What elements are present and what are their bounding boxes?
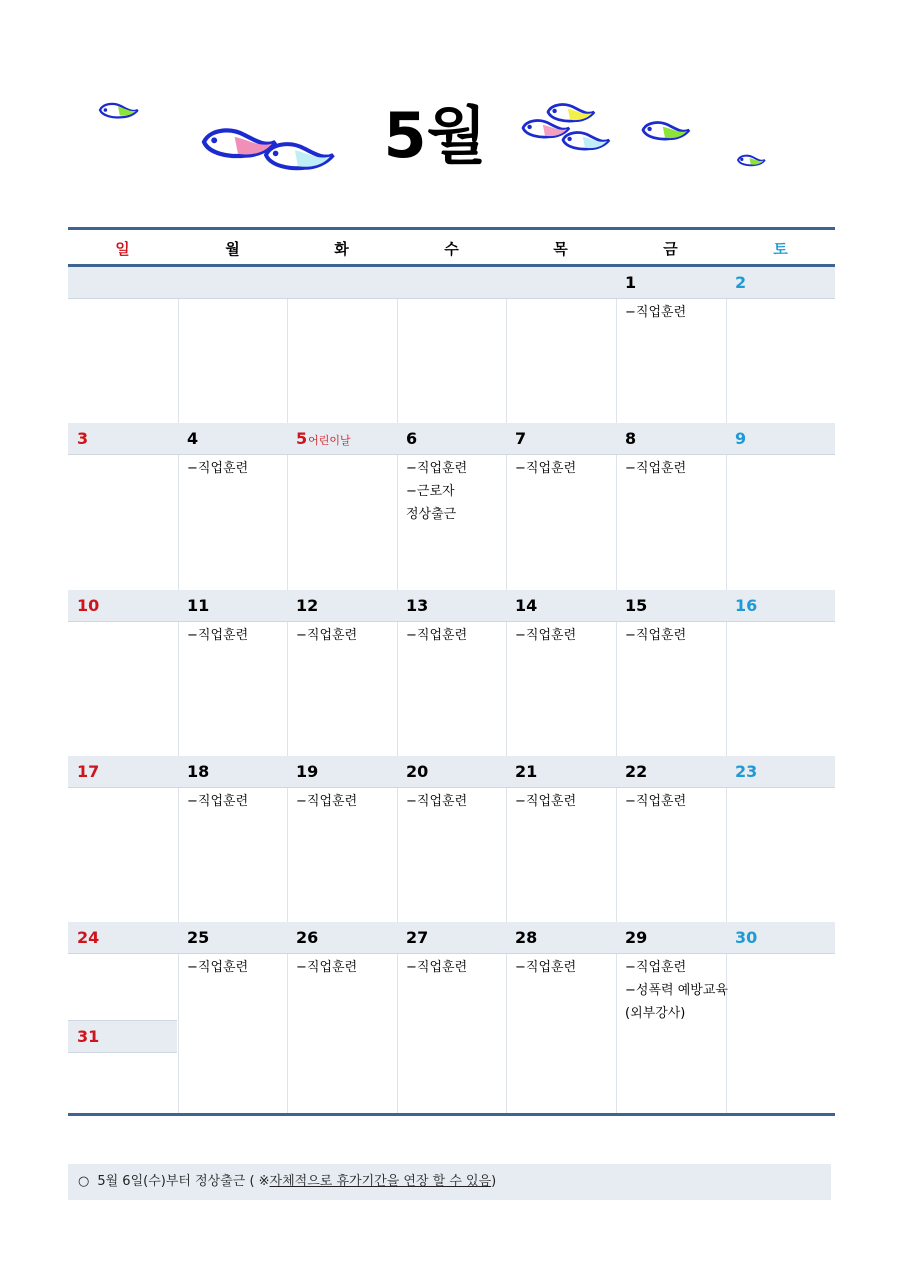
- day-number: [187, 922, 209, 953]
- day-number: [735, 267, 746, 298]
- day-number: [187, 590, 209, 621]
- calendar-bottom-rule: [68, 1113, 835, 1116]
- day-number: [296, 756, 318, 787]
- weekday-1: 월: [225, 240, 240, 258]
- event-list: [515, 956, 576, 979]
- event-list: [625, 457, 686, 480]
- event-list: [625, 624, 686, 647]
- weekday-6: 토: [773, 240, 788, 258]
- day-number: [77, 590, 99, 621]
- day-number-text: 8: [625, 429, 637, 448]
- event-item: −직업훈련: [515, 794, 577, 809]
- weekday-2: 화: [334, 240, 349, 258]
- fish-icon: [523, 121, 569, 138]
- day-number: [77, 756, 99, 787]
- day-number-text: 11: [187, 596, 210, 615]
- day-cell: [397, 423, 506, 573]
- notice-text: 5월 6일(수)부터 정상출근 ( ※: [97, 1174, 270, 1189]
- day-cell: [506, 756, 615, 906]
- weekday-0: 일: [115, 240, 130, 258]
- event-list: [187, 457, 248, 480]
- day-number: [515, 423, 526, 454]
- day-number-text: 14: [515, 596, 538, 615]
- day-cell: [726, 590, 835, 740]
- day-number-text: 15: [625, 596, 648, 615]
- day-cell: [397, 756, 506, 906]
- day-cell: [726, 267, 835, 417]
- calendar: [68, 227, 835, 1117]
- day-number: [187, 423, 198, 454]
- event-list: [515, 790, 576, 813]
- event-item: −직업훈련: [296, 628, 358, 643]
- fish-icon: [643, 123, 689, 140]
- fish-icon: [204, 130, 275, 156]
- day-number: [735, 922, 757, 953]
- notice-box: [68, 1164, 831, 1200]
- day-number-text: 2: [735, 273, 747, 292]
- day-cell: [287, 267, 396, 417]
- day-cell: [397, 590, 506, 740]
- day-number-text: 28: [515, 928, 538, 947]
- day-number-text: 19: [296, 762, 319, 781]
- day-cell: [506, 423, 615, 573]
- day-cell: [506, 267, 615, 417]
- day-number-text: 9: [735, 429, 747, 448]
- day-cell: [506, 922, 615, 1072]
- event-item: 정상출근: [406, 507, 457, 522]
- event-item: −직업훈련: [187, 461, 249, 476]
- day-number: [515, 756, 537, 787]
- day-number-text: 25: [187, 928, 210, 947]
- day-cell: [178, 756, 287, 906]
- page-title: 5월: [383, 99, 487, 172]
- day-number: [735, 756, 757, 787]
- day-number: [77, 423, 88, 454]
- day-cell: [616, 590, 725, 740]
- event-item: −직업훈련: [625, 960, 687, 975]
- day-number: [625, 590, 647, 621]
- day-number: [406, 756, 428, 787]
- weekday-header: [68, 230, 835, 264]
- event-item: −직업훈련: [625, 305, 687, 320]
- event-item: −직업훈련: [515, 960, 577, 975]
- event-item: −직업훈련: [187, 794, 249, 809]
- day-number: [625, 922, 647, 953]
- event-list: [187, 790, 248, 813]
- day-number: [406, 922, 428, 953]
- day-number-text: 12: [296, 596, 319, 615]
- weekday-5: 금: [663, 240, 678, 258]
- event-item: −근로자: [406, 484, 455, 499]
- day-cell: [178, 423, 287, 573]
- day-cell: [68, 756, 177, 906]
- notice-text-end: ): [491, 1174, 497, 1189]
- day-cell: [397, 922, 506, 1072]
- day-number: [296, 423, 351, 456]
- day-number-text: 17: [77, 762, 100, 781]
- day-cell: [726, 423, 835, 573]
- day-number-text: 16: [735, 596, 758, 615]
- day-cell: [397, 267, 506, 417]
- event-item: −직업훈련: [515, 628, 577, 643]
- fish-icon: [548, 105, 594, 122]
- day-number: [187, 756, 209, 787]
- day-number: [296, 590, 318, 621]
- event-list: [406, 457, 467, 526]
- notice-bullet: ○: [78, 1174, 90, 1189]
- day-number-text: 20: [406, 762, 429, 781]
- weekday-4: 목: [553, 240, 568, 258]
- event-item: −직업훈련: [187, 628, 249, 643]
- event-item: −직업훈련: [406, 628, 468, 643]
- day-cell: [616, 423, 725, 573]
- event-list: [406, 790, 467, 813]
- day-cell: [726, 756, 835, 906]
- day-number-text: 30: [735, 928, 758, 947]
- day-number: [406, 590, 428, 621]
- day-number: [515, 922, 537, 953]
- day-cell: [68, 590, 177, 740]
- day-number: [625, 267, 636, 298]
- fish-icon: [738, 156, 765, 166]
- event-list: [187, 956, 248, 979]
- day-number-text: 6: [406, 429, 418, 448]
- event-item: −직업훈련: [625, 628, 687, 643]
- day-number-text: 26: [296, 928, 319, 947]
- day-cell: [178, 922, 287, 1072]
- day-number-text: 23: [735, 762, 758, 781]
- day-number-text: 5: [296, 429, 308, 448]
- event-list: [625, 790, 686, 813]
- event-list: [515, 624, 576, 647]
- day-number: [296, 922, 318, 953]
- day-cell: [287, 922, 396, 1072]
- day-number: [735, 423, 746, 454]
- day-number-text: 13: [406, 596, 429, 615]
- day-number: [735, 590, 757, 621]
- fish-icon: [100, 104, 138, 118]
- day-cell: [726, 922, 835, 1072]
- event-list: [296, 624, 357, 647]
- day-cell: [178, 590, 287, 740]
- day-number: [625, 423, 636, 454]
- day-number-text: 21: [515, 762, 538, 781]
- event-list: [187, 624, 248, 647]
- day-number-text: 24: [77, 928, 100, 947]
- fish-icon: [266, 144, 333, 168]
- day-cell: [287, 756, 396, 906]
- weekday-3: 수: [444, 240, 459, 258]
- event-list: [406, 624, 467, 647]
- event-item: −직업훈련: [296, 794, 358, 809]
- day-number-text: 27: [406, 928, 429, 947]
- event-item: −직업훈련: [187, 960, 249, 975]
- day-cell: [287, 590, 396, 740]
- event-item: −직업훈련: [625, 461, 687, 476]
- day-number: [515, 590, 537, 621]
- day-cell: [506, 590, 615, 740]
- event-item: −직업훈련: [515, 461, 577, 476]
- fish-icon: [563, 133, 609, 150]
- day-cell-31: [68, 1020, 177, 1053]
- day-cell: [287, 423, 396, 573]
- day-number: [406, 423, 417, 454]
- day-number-text: 7: [515, 429, 527, 448]
- notice-underlined-text: 자체적으로 휴가기간을 연장 할 수 있음: [269, 1174, 492, 1189]
- day-number-text: 18: [187, 762, 210, 781]
- day-cell: [178, 267, 287, 417]
- day-number-text: 29: [625, 928, 648, 947]
- event-list: [296, 790, 357, 813]
- day-number-text: 22: [625, 762, 648, 781]
- day-cell: [616, 267, 725, 417]
- event-item: −직업훈련: [406, 960, 468, 975]
- day-cell: [68, 267, 177, 417]
- day-cell: [616, 922, 728, 1072]
- event-list: [406, 956, 467, 979]
- event-item: −직업훈련: [406, 794, 468, 809]
- day-number: [77, 922, 99, 953]
- event-list: [625, 956, 728, 1025]
- event-item: (외부강사): [625, 1006, 686, 1021]
- day-number-text: 10: [77, 596, 100, 615]
- day-number-text: 3: [77, 429, 89, 448]
- event-list: [296, 956, 357, 979]
- event-list: [515, 457, 576, 480]
- day-number-text: 4: [187, 429, 199, 448]
- day-number-text: 1: [625, 273, 637, 292]
- day-cell: [616, 756, 725, 906]
- event-list: [625, 301, 686, 324]
- day-number: [625, 756, 647, 787]
- event-item: −성폭력 예방교육: [625, 983, 728, 998]
- day-number: 31: [77, 1027, 100, 1046]
- event-item: −직업훈련: [625, 794, 687, 809]
- holiday-label: 어린이날: [308, 434, 351, 447]
- event-item: −직업훈련: [296, 960, 358, 975]
- event-item: −직업훈련: [406, 461, 468, 476]
- day-cell: [68, 423, 177, 573]
